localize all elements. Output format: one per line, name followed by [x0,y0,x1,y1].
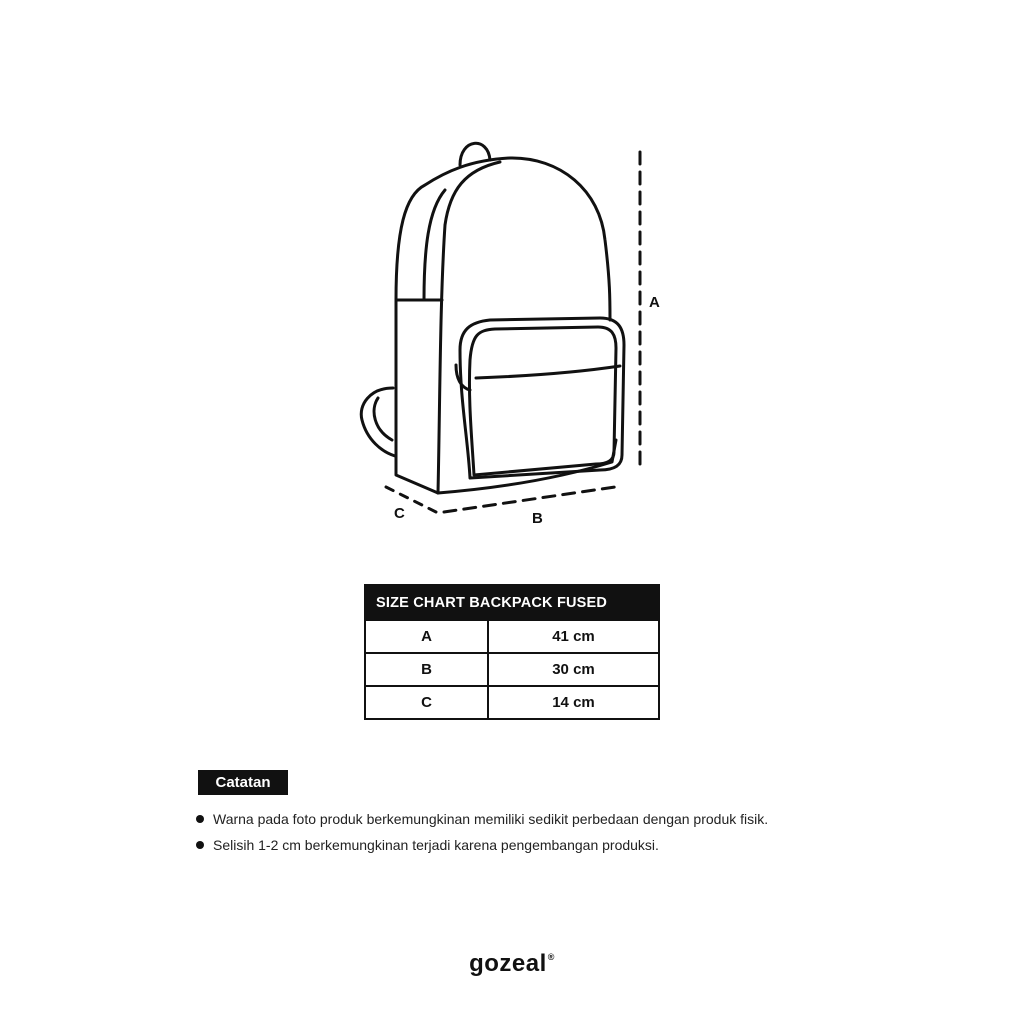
backpack-body [396,158,610,493]
notes-list [196,806,768,858]
table-row [365,620,659,653]
bullet-dot-icon [196,815,204,823]
brand-logo [0,950,1024,978]
note-text: Selisih 1-2 cm berkemungkinan terjadi karena pengembangan produksi. [213,837,659,853]
dimension-c-label: C [394,505,405,522]
table-row [365,653,659,686]
front-pocket [460,318,624,478]
note-text: Warna pada foto produk berkemungkinan memiliki sedikit perbedaan dengan produk fisik. [213,811,769,827]
notes-heading: Catatan [198,770,288,795]
size-value-cell: 30 cm [488,653,659,686]
dimension-b-label: B [532,510,543,527]
size-value-cell: 14 cm [488,686,659,719]
size-chart-header-row [365,585,659,620]
size-chart-table [364,584,660,720]
brand-name: gozeal [469,950,547,977]
registered-mark: ® [547,952,555,962]
bullet-dot-icon [196,841,204,849]
list-item [196,832,768,858]
table-row [365,686,659,719]
size-key-cell: C [365,686,488,719]
list-item [196,806,768,832]
size-key-cell: B [365,653,488,686]
size-key-cell: A [365,620,488,653]
size-value-cell: 41 cm [488,620,659,653]
backpack-illustration [340,130,680,530]
dimension-a-label: A [649,294,660,311]
size-chart-title: SIZE CHART BACKPACK FUSED [365,585,659,620]
